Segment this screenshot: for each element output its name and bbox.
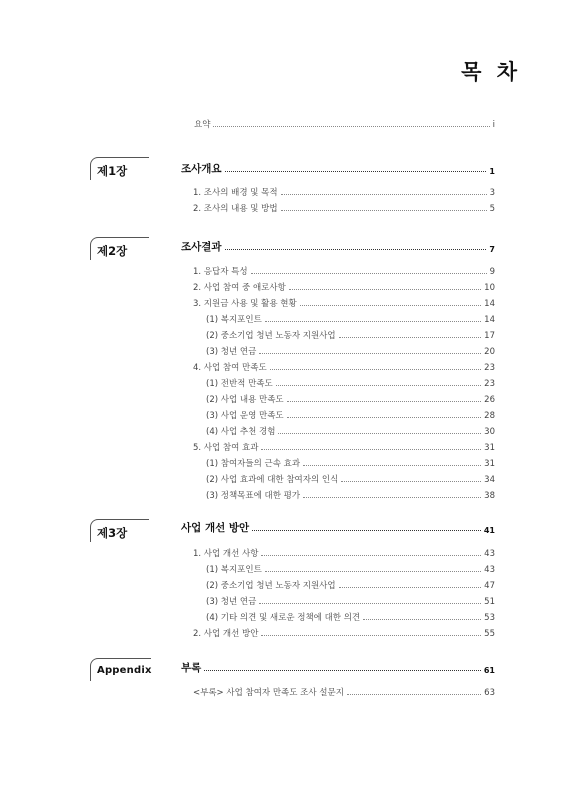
toc-subitem[interactable] bbox=[206, 489, 495, 501]
toc-subitem[interactable] bbox=[206, 457, 495, 469]
toc-chapter-title: 조사개요 bbox=[181, 163, 222, 175]
chapter-tab-label: 제1장 bbox=[97, 164, 128, 178]
toc-page: i bbox=[492, 120, 495, 130]
toc-item[interactable] bbox=[193, 627, 495, 639]
toc-page: 1 bbox=[489, 167, 495, 176]
toc-subitem[interactable] bbox=[206, 393, 495, 405]
toc-item[interactable] bbox=[193, 686, 495, 698]
toc-label: (3) 청년 연금 bbox=[206, 597, 257, 607]
dot-leader bbox=[261, 449, 481, 450]
toc-label: 1. 사업 개선 사항 bbox=[193, 549, 259, 559]
toc-subitem[interactable] bbox=[206, 579, 495, 591]
toc-page: 26 bbox=[484, 395, 495, 405]
toc-label: (4) 기타 의견 및 새로운 정책에 대한 의견 bbox=[206, 613, 361, 623]
toc-page: 5 bbox=[489, 204, 495, 214]
toc-subitem[interactable] bbox=[206, 409, 495, 421]
toc-item[interactable] bbox=[193, 441, 495, 453]
toc-label: 2. 조사의 내용 및 방법 bbox=[193, 204, 278, 214]
toc-subitem[interactable] bbox=[206, 345, 495, 357]
toc-label: 4. 사업 참여 만족도 bbox=[193, 363, 267, 373]
toc-label: (2) 사업 효과에 대한 참여자의 인식 bbox=[206, 475, 339, 485]
dot-leader bbox=[259, 353, 481, 354]
toc-summary[interactable] bbox=[194, 118, 495, 130]
dot-leader bbox=[261, 555, 481, 556]
dot-leader bbox=[252, 530, 481, 531]
toc-label: 1. 응답자 특성 bbox=[193, 267, 248, 277]
toc-chapter-title: 부록 bbox=[181, 662, 202, 674]
dot-leader bbox=[265, 571, 481, 572]
toc-chapter-2[interactable] bbox=[181, 240, 495, 254]
toc-label: (2) 중소기업 청년 노동자 지원사업 bbox=[206, 581, 336, 591]
toc-label: (3) 정책목표에 대한 평가 bbox=[206, 491, 301, 501]
dot-leader bbox=[300, 305, 481, 306]
toc-label: 2. 사업 개선 방안 bbox=[193, 629, 259, 639]
toc-page: 51 bbox=[484, 597, 495, 607]
toc-page: 43 bbox=[484, 549, 495, 559]
toc-chapter-title: 사업 개선 방안 bbox=[181, 522, 250, 534]
chapter-tab-3 bbox=[90, 519, 149, 542]
chapter-tab-label: 제3장 bbox=[97, 526, 128, 540]
toc-page: 41 bbox=[483, 526, 495, 535]
toc-page: 61 bbox=[483, 666, 495, 675]
dot-leader bbox=[289, 289, 481, 290]
toc-label: (3) 청년 연금 bbox=[206, 347, 257, 357]
dot-leader bbox=[276, 385, 481, 386]
toc-page: 31 bbox=[484, 459, 495, 469]
dot-leader bbox=[265, 321, 481, 322]
dot-leader bbox=[259, 603, 481, 604]
dot-leader bbox=[281, 210, 487, 211]
dot-leader bbox=[281, 194, 487, 195]
toc-label: 5. 사업 참여 효과 bbox=[193, 443, 259, 453]
toc-page: 38 bbox=[484, 491, 495, 501]
toc-page: 53 bbox=[484, 613, 495, 623]
chapter-tab-1 bbox=[90, 157, 149, 180]
toc-page: 30 bbox=[484, 427, 495, 437]
toc-label: (1) 전반적 만족도 bbox=[206, 379, 273, 389]
toc-page: 14 bbox=[484, 299, 495, 309]
toc-subitem[interactable] bbox=[206, 377, 495, 389]
page-title: 목 차 bbox=[461, 60, 521, 84]
toc-label: (1) 복지포인트 bbox=[206, 565, 262, 575]
dot-leader bbox=[270, 369, 481, 370]
toc-label: 2. 사업 참여 중 애로사항 bbox=[193, 283, 286, 293]
toc-item[interactable] bbox=[193, 281, 495, 293]
toc-subitem[interactable] bbox=[206, 595, 495, 607]
dot-leader bbox=[341, 481, 481, 482]
toc-page: 10 bbox=[484, 283, 495, 293]
chapter-tab-label: Appendix bbox=[97, 665, 152, 676]
toc-page: 34 bbox=[484, 475, 495, 485]
toc-label: <부록> 사업 참여자 만족도 조사 설문지 bbox=[193, 688, 344, 698]
dot-leader bbox=[303, 497, 481, 498]
toc-label: 요약 bbox=[194, 120, 211, 130]
dot-leader bbox=[204, 670, 481, 671]
toc-chapter-1[interactable] bbox=[181, 162, 495, 176]
chapter-tab-label: 제2장 bbox=[97, 244, 128, 258]
chapter-tab-appendix bbox=[90, 658, 151, 681]
toc-page: 31 bbox=[484, 443, 495, 453]
toc-subitem[interactable] bbox=[206, 611, 495, 623]
toc-page: 17 bbox=[484, 331, 495, 341]
toc-subitem[interactable] bbox=[206, 473, 495, 485]
dot-leader bbox=[347, 694, 481, 695]
dot-leader bbox=[213, 126, 489, 127]
toc-chapter-appendix[interactable] bbox=[181, 661, 495, 675]
toc-label: 3. 지원금 사용 및 활용 현황 bbox=[193, 299, 297, 309]
toc-chapter-3[interactable] bbox=[181, 521, 495, 535]
toc-label: (1) 참여자들의 근속 효과 bbox=[206, 459, 301, 469]
dot-leader bbox=[363, 619, 481, 620]
toc-item[interactable] bbox=[193, 202, 495, 214]
dot-leader bbox=[303, 465, 481, 466]
dot-leader bbox=[225, 249, 487, 250]
toc-label: 1. 조사의 배경 및 목적 bbox=[193, 188, 278, 198]
toc-subitem[interactable] bbox=[206, 425, 495, 437]
dot-leader bbox=[278, 433, 481, 434]
toc-page: 9 bbox=[489, 267, 495, 277]
toc-page: 3 bbox=[489, 188, 495, 198]
toc-page: 14 bbox=[484, 315, 495, 325]
toc-page: 20 bbox=[484, 347, 495, 357]
toc-item[interactable] bbox=[193, 297, 495, 309]
toc-page: 43 bbox=[484, 565, 495, 575]
toc-label: (2) 사업 내용 만족도 bbox=[206, 395, 284, 405]
toc-page: 55 bbox=[484, 629, 495, 639]
dot-leader bbox=[339, 337, 482, 338]
toc-page: 23 bbox=[484, 379, 495, 389]
toc-item[interactable] bbox=[193, 186, 495, 198]
toc-page: 63 bbox=[484, 688, 495, 698]
toc-page: 28 bbox=[484, 411, 495, 421]
toc-page: 47 bbox=[484, 581, 495, 591]
toc-page: 23 bbox=[484, 363, 495, 373]
toc-label: (2) 중소기업 청년 노동자 지원사업 bbox=[206, 331, 336, 341]
dot-leader bbox=[339, 587, 482, 588]
toc-label: (3) 사업 운영 만족도 bbox=[206, 411, 284, 421]
dot-leader bbox=[287, 401, 482, 402]
toc-subitem[interactable] bbox=[206, 313, 495, 325]
toc-page: 7 bbox=[489, 245, 495, 254]
toc-label: (1) 복지포인트 bbox=[206, 315, 262, 325]
dot-leader bbox=[287, 417, 482, 418]
toc-item[interactable] bbox=[193, 361, 495, 373]
toc-item[interactable] bbox=[193, 265, 495, 277]
toc-label: (4) 사업 추천 경험 bbox=[206, 427, 276, 437]
toc-item[interactable] bbox=[193, 547, 495, 559]
toc-subitem[interactable] bbox=[206, 563, 495, 575]
dot-leader bbox=[251, 273, 487, 274]
dot-leader bbox=[261, 635, 481, 636]
toc-subitem[interactable] bbox=[206, 329, 495, 341]
toc-chapter-title: 조사결과 bbox=[181, 241, 222, 253]
chapter-tab-2 bbox=[90, 237, 149, 260]
dot-leader bbox=[225, 171, 487, 172]
